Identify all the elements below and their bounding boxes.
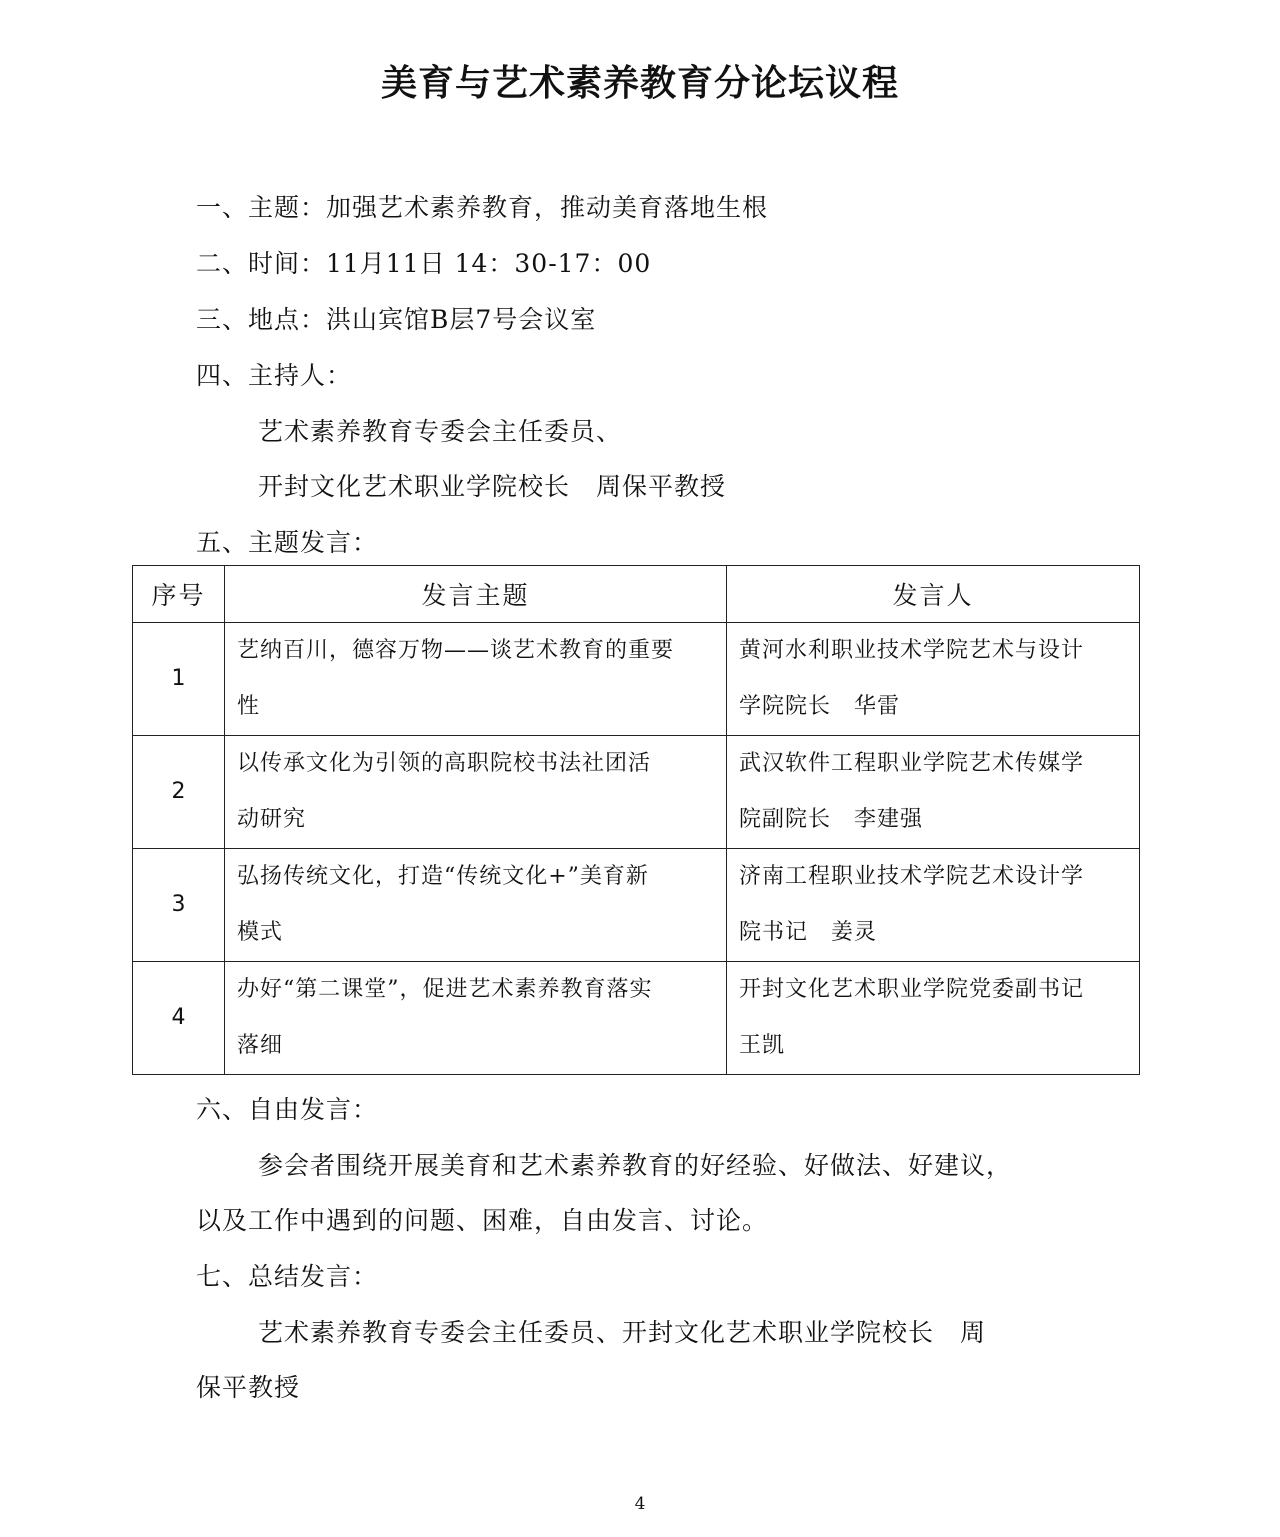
row-number: 4 xyxy=(133,962,225,1075)
row-speaker xyxy=(727,962,1140,1075)
topic-line: 模式 xyxy=(237,920,284,945)
table-row xyxy=(133,849,1140,962)
speech-heading: 五、主题发言： xyxy=(196,528,379,557)
speaker-line: 院副院长 李建强 xyxy=(739,807,924,832)
host-line-2: 开封文化艺术职业学院校长 周保平教授 xyxy=(258,472,727,501)
row-topic xyxy=(225,962,727,1075)
host-heading: 四、主持人： xyxy=(196,361,353,390)
document-title: 美育与艺术素养教育分论坛议程 xyxy=(380,63,899,104)
topic-line: 艺纳百川，德容万物——谈艺术教育的重要 xyxy=(237,638,675,663)
row-number: 1 xyxy=(133,623,225,736)
time-line: 二、时间：11月11日 14：30-17：00 xyxy=(196,249,652,278)
topic-line: 以传承文化为引领的高职院校书法社团活 xyxy=(237,751,652,776)
header-number: 序号 xyxy=(133,566,225,623)
speaker-line: 学院院长 华雷 xyxy=(739,694,901,719)
topic-line: 弘扬传统文化，打造“传统文化+”美育新 xyxy=(237,864,649,889)
row-speaker xyxy=(727,849,1140,962)
place-line: 三、地点：洪山宾馆B层7号会议室 xyxy=(196,305,597,334)
host-line-1: 艺术素养教育专委会主任委员、 xyxy=(258,417,623,446)
speaker-line: 武汉软件工程职业学院艺术传媒学 xyxy=(739,751,1085,776)
summary-line-2: 保平教授 xyxy=(196,1373,301,1402)
header-speaker: 发言人 xyxy=(727,566,1140,623)
table-row xyxy=(133,736,1140,849)
row-number: 3 xyxy=(133,849,225,962)
row-speaker xyxy=(727,736,1140,849)
row-topic xyxy=(225,736,727,849)
topic-line: 落细 xyxy=(237,1033,284,1058)
row-speaker xyxy=(727,623,1140,736)
summary-heading: 七、总结发言： xyxy=(196,1262,379,1291)
topic-line: 办好“第二课堂”，促进艺术素养教育落实 xyxy=(237,977,653,1002)
speaker-line: 开封文化艺术职业学院党委副书记 xyxy=(739,977,1085,1002)
summary-line-1: 艺术素养教育专委会主任委员、开封文化艺术职业学院校长 周 xyxy=(258,1318,987,1347)
row-number: 2 xyxy=(133,736,225,849)
table-row xyxy=(133,962,1140,1075)
theme-line: 一、主题：加强艺术素养教育，推动美育落地生根 xyxy=(196,193,769,222)
row-topic xyxy=(225,849,727,962)
speaker-line: 济南工程职业技术学院艺术设计学 xyxy=(739,864,1085,889)
free-speech-line-1: 参会者围绕开展美育和艺术素养教育的好经验、好做法、好建议， xyxy=(258,1151,1013,1180)
free-speech-heading: 六、自由发言： xyxy=(196,1095,379,1124)
row-topic xyxy=(225,623,727,736)
speaker-line: 王凯 xyxy=(739,1033,786,1058)
topic-line: 动研究 xyxy=(237,807,307,832)
header-topic: 发言主题 xyxy=(225,566,727,623)
speaker-line: 院书记 姜灵 xyxy=(739,920,878,945)
free-speech-line-2: 以及工作中遇到的问题、困难，自由发言、讨论。 xyxy=(196,1206,769,1235)
table-header-row xyxy=(133,566,1140,623)
topic-line: 性 xyxy=(237,694,261,719)
page-number: 4 xyxy=(634,1494,646,1514)
speaker-line: 黄河水利职业技术学院艺术与设计 xyxy=(739,638,1085,663)
speech-table xyxy=(132,565,1140,1075)
table-row xyxy=(133,623,1140,736)
